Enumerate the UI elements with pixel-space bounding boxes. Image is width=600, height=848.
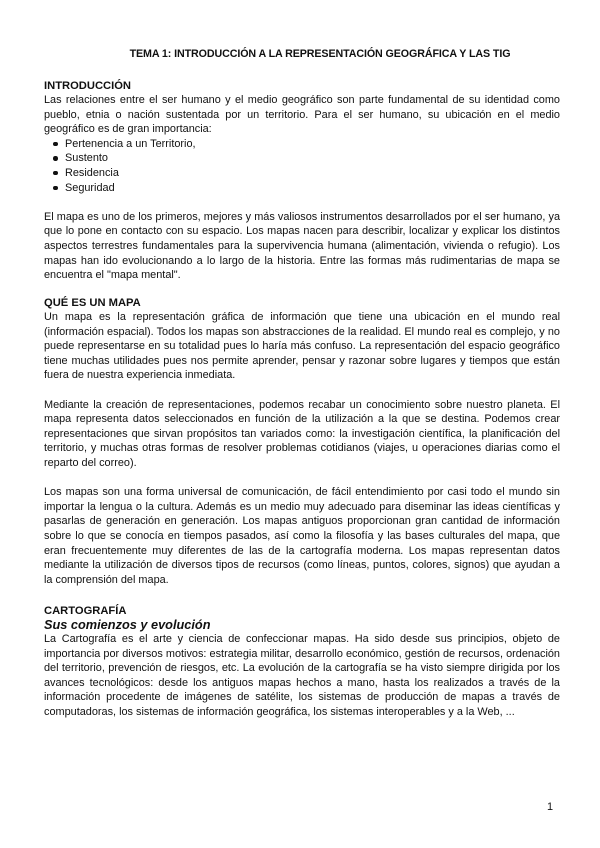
page-number: 1 — [546, 801, 553, 813]
body-paragraph: La Cartografía es el arte y ciencia de confeccionar mapas. Ha sido desde sus principios, objeto de importancia por diversos motivos: estrategia militar, desarrollo económico, gestión de recursos, ordenación del territorio, prevención de riesgos, etc. La evolución de la cartografía se ha visto siempre dirigida por los avances tecnológicos: desde los antiguos mapas hechos a mano, hasta los realizados a través de la información procedente de imágenes de satélite, los sistemas de producción de mapas a través de computadoras, los sistemas de información geográfica, los sistemas interoperables y a la Web, ... — [44, 633, 560, 718]
bullet-item: Seguridad — [44, 181, 560, 196]
body-paragraph: El mapa es uno de los primeros, mejores y más valiosos instrumentos desarrollados por el ser humano, ya que lo pone en contacto con su espacio. Los mapas nacen para describir, localizar y explicar los distintos aspectos terrestres fundamentales para la supervivencia humana (alimentación, vivienda o refugio). Los mapas han ido evolucionando a lo largo de la historia. Entre las formas más rudimentarias de mapa se encuentra el "mapa mental". — [44, 210, 560, 282]
bullet-item: Sustento — [44, 151, 560, 166]
bullet-list — [44, 137, 560, 195]
bullet-item: Pertenencia a un Territorio, — [44, 137, 560, 152]
body-paragraph: Mediante la creación de representaciones, podemos recabar un conocimiento sobre nuestro planeta. El mapa representa datos seleccionados en función de la utilización a la que se destina. Podemos crear representaciones que sirvan propósitos tan variados como: la investigación científica, la planificación del territorio, y muchas otras formas de resolver problemas cotidianos (viajes, u operaciones diarias como el reparto del correo). — [44, 398, 560, 469]
section-introduccion — [44, 79, 560, 283]
section-subheading: Sus comienzos y evolución — [44, 617, 211, 632]
intro-paragraph: Las relaciones entre el ser humano y el medio geográfico son parte fundamental de su identidad como pueblo, etnia o nación sustentada por un territorio. Para el ser humano, su ubicación en el medio geográfico es de gran importancia: — [44, 94, 560, 136]
body-paragraph: Un mapa es la representación gráfica de información que tiene una ubicación en el mundo real (información espacial). Todos los mapas son abstracciones de la realidad. El mundo real es complejo, y no puede representarse en su totalidad pues lo haría más confuso. La representación del espacio geográfico tiene muchas utilidades pues nos permite aprender, pensar y razonar sobre lugares y tiempos que están fuera de nuestra experiencia inmediata. — [44, 311, 560, 382]
section-cartografia — [44, 604, 560, 720]
section-que-es-un-mapa — [44, 296, 560, 587]
section-heading: CARTOGRAFÍA — [44, 605, 127, 617]
bullet-item: Residencia — [44, 166, 560, 181]
section-heading: INTRODUCCIÓN — [44, 80, 132, 92]
section-heading: QUÉ ES UN MAPA — [44, 297, 141, 309]
document-title: TEMA 1: INTRODUCCIÓN A LA REPRESENTACIÓN GEOGRÁFICA Y LAS TIG — [129, 48, 511, 60]
body-paragraph: Los mapas son una forma universal de comunicación, de fácil entendimiento por casi todo el mundo sin importar la lengua o la cultura. Además es un medio muy adecuado para diseminar las ideas científicas y pasarlas de generación en generación. Los mapas antiguos proporcionan gran cantidad de información sobre lo que se conocía en tiempos pasados, así como la filosofía y las bases culturales del mapa, que eran frecuentemente muy diferentes de las de la cartografía moderna. Los mapas representan datos mediante la utilización de diversos tipos de recursos (como líneas, puntos, colores, signos) que ayudan a la comprensión del mapa. — [44, 486, 560, 586]
